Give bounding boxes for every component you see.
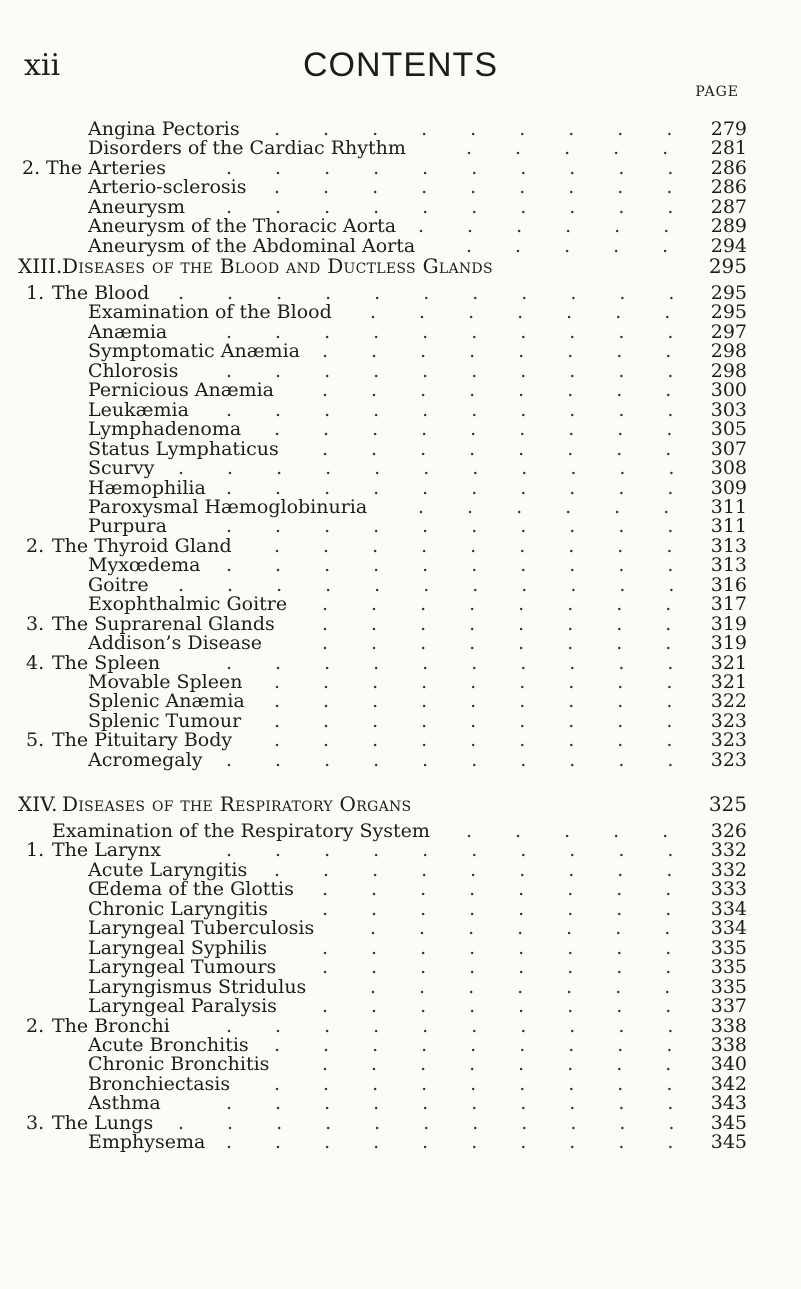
entry-page: 345 <box>710 1112 747 1134</box>
toc-entry <box>0 878 801 900</box>
dot-leader: ........ <box>322 593 715 615</box>
dot-leader: ....... <box>370 301 714 323</box>
entry-page: 294 <box>710 235 747 257</box>
entry-title: Chronic Bronchitis <box>88 1053 270 1075</box>
chapter-number: XIV. <box>18 792 58 816</box>
dot-leader: ........ <box>322 898 715 920</box>
entry-number: 5. <box>26 729 45 751</box>
entry-number: 4. <box>26 652 45 674</box>
chapter-title: Diseases of the Respiratory Organs <box>62 792 412 816</box>
entry-title: Leukæmia <box>88 399 189 421</box>
page-column-label: PAGE <box>695 84 739 100</box>
dot-leader: ....... <box>370 917 714 939</box>
toc-entry <box>0 995 801 1017</box>
dot-leader: .......... <box>226 477 717 499</box>
entry-number: 1. <box>26 282 45 304</box>
entry-page: 323 <box>710 710 747 732</box>
dot-leader: ..... <box>466 235 712 257</box>
dot-leader: ...... <box>418 215 713 237</box>
toc-entry <box>0 1131 801 1153</box>
toc-entry <box>0 690 801 712</box>
toc-entry <box>0 301 801 323</box>
entry-page: 335 <box>710 937 747 959</box>
toc-entry <box>0 554 801 576</box>
entry-title: Œdema of the Glottis <box>88 878 294 900</box>
dot-leader: .......... <box>226 554 717 576</box>
dot-leader: ........... <box>178 457 718 479</box>
dot-leader: ........ <box>322 632 715 654</box>
entry-title: Laryngeal Tumours <box>88 956 277 978</box>
entry-page: 298 <box>710 360 747 382</box>
dot-leader: ........ <box>322 340 715 362</box>
toc-entry <box>0 1053 801 1075</box>
entry-page: 326 <box>710 820 747 842</box>
entry-page: 307 <box>710 438 747 460</box>
toc-entry <box>0 956 801 978</box>
entry-page: 337 <box>710 995 747 1017</box>
dot-leader: .......... <box>226 360 717 382</box>
entry-title: Splenic Tumour <box>88 710 242 732</box>
dot-leader: ......... <box>274 859 716 881</box>
entry-title: Myxœdema <box>88 554 201 576</box>
entry-title: Laryngeal Syphilis <box>88 937 267 959</box>
entry-page: 334 <box>710 898 747 920</box>
page-number: xii <box>24 48 61 83</box>
entry-page: 309 <box>710 477 747 499</box>
running-title: CONTENTS <box>303 46 498 84</box>
dot-leader: ......... <box>274 671 716 693</box>
toc-entry <box>0 340 801 362</box>
entry-title: Aneurysm of the Abdominal Aorta <box>88 235 416 257</box>
entry-page: 316 <box>710 574 747 596</box>
entry-title: Anæmia <box>88 321 168 343</box>
entry-title: Pernicious Anæmia <box>88 379 274 401</box>
entry-page: 281 <box>710 137 747 159</box>
chapter-number: XIII. <box>18 254 63 278</box>
entry-page: 295 <box>710 282 747 304</box>
entry-page: 297 <box>710 321 747 343</box>
entry-page: 335 <box>710 956 747 978</box>
entry-page: 335 <box>710 976 747 998</box>
dot-leader: .......... <box>226 1015 717 1037</box>
entry-page: 332 <box>710 839 747 861</box>
entry-title: Status Lymphaticus <box>88 438 279 460</box>
dot-leader: .......... <box>226 321 717 343</box>
toc-entry <box>0 917 801 939</box>
chapter-page: 325 <box>708 792 747 816</box>
dot-leader: ........ <box>322 1053 715 1075</box>
dot-leader: ........... <box>178 282 718 304</box>
chapter-heading <box>0 792 801 814</box>
toc-entry <box>0 839 801 861</box>
entry-page: 313 <box>710 554 747 576</box>
chapter-page: 295 <box>708 254 747 278</box>
entry-title: Bronchiectasis <box>88 1073 231 1095</box>
entry-title: Laryngeal Tuberculosis <box>88 917 315 939</box>
dot-leader: ......... <box>274 118 716 140</box>
entry-number: 1. <box>26 839 45 861</box>
dot-leader: ......... <box>274 1034 716 1056</box>
entry-page: 342 <box>710 1073 747 1095</box>
dot-leader: ..... <box>466 820 712 842</box>
dot-leader: ........ <box>322 995 715 1017</box>
entry-title: Exophthalmic Goitre <box>88 593 288 615</box>
entry-number: 2. <box>22 157 41 179</box>
entry-title: Hæmophilia <box>88 477 206 499</box>
entry-title: The Spleen <box>52 652 161 674</box>
dot-leader: .......... <box>226 1131 717 1153</box>
entry-page: 286 <box>710 157 747 179</box>
entry-title: Purpura <box>88 515 167 537</box>
entry-page: 295 <box>710 301 747 323</box>
entry-title: Goitre <box>88 574 149 596</box>
entry-number: 3. <box>26 1112 45 1134</box>
dot-leader: .......... <box>226 157 717 179</box>
entry-page: 338 <box>710 1015 747 1037</box>
entry-page: 300 <box>710 379 747 401</box>
chapter-heading <box>0 254 801 276</box>
entry-page: 311 <box>710 496 747 518</box>
entry-title: Addison’s Disease <box>88 632 263 654</box>
dot-leader: ........ <box>322 613 715 635</box>
entry-title: The Thyroid Gland <box>52 535 232 557</box>
dot-leader: ........ <box>322 438 715 460</box>
dot-leader: .......... <box>226 196 717 218</box>
toc-entry <box>0 215 801 237</box>
dot-leader: ....... <box>370 976 714 998</box>
entry-title: Arterio-sclerosis <box>88 176 247 198</box>
page-header <box>0 46 801 86</box>
entry-page: 319 <box>710 613 747 635</box>
entry-page: 322 <box>710 690 747 712</box>
toc-entry <box>0 729 801 751</box>
dot-leader: .......... <box>226 839 717 861</box>
dot-leader: ........ <box>322 937 715 959</box>
entry-number: 3. <box>26 613 45 635</box>
entry-title: Examination of the Blood <box>88 301 332 323</box>
entry-number: 2. <box>26 1015 45 1037</box>
dot-leader: ......... <box>274 535 716 557</box>
entry-title: Lymphadenoma <box>88 418 242 440</box>
entry-page: 289 <box>710 215 747 237</box>
toc-entry <box>0 379 801 401</box>
entry-page: 286 <box>710 176 747 198</box>
entry-title: The Pituitary Body <box>52 729 233 751</box>
entry-title: The Blood <box>52 282 150 304</box>
dot-leader: .......... <box>226 749 717 771</box>
entry-title: Acromegaly <box>88 749 203 771</box>
entry-title: The Lungs <box>52 1112 154 1134</box>
entry-page: 333 <box>710 878 747 900</box>
dot-leader: ......... <box>274 418 716 440</box>
entry-page: 319 <box>710 632 747 654</box>
dot-leader: ..... <box>466 137 712 159</box>
entry-number: 2. <box>26 535 45 557</box>
entry-page: 343 <box>710 1092 747 1114</box>
toc-entry <box>0 632 801 654</box>
dot-leader: ........... <box>178 1112 718 1134</box>
entry-title: Aneurysm of the Thoracic Aorta <box>88 215 397 237</box>
dot-leader: ......... <box>274 1073 716 1095</box>
dot-leader: .......... <box>226 399 717 421</box>
toc-entry <box>0 515 801 537</box>
toc-entry <box>0 176 801 198</box>
entry-title: Chronic Laryngitis <box>88 898 268 920</box>
entry-page: 317 <box>710 593 747 615</box>
entry-page: 332 <box>710 859 747 881</box>
entry-title: Acute Bronchitis <box>88 1034 249 1056</box>
entry-page: 334 <box>710 917 747 939</box>
entry-page: 311 <box>710 515 747 537</box>
entry-title: The Arteries <box>46 157 167 179</box>
dot-leader: ........ <box>322 878 715 900</box>
toc-entry <box>0 593 801 615</box>
chapter-title: Diseases of the Blood and Ductless Glands <box>62 254 493 278</box>
entry-title: Chlorosis <box>88 360 179 382</box>
entry-title: Examination of the Respiratory System <box>52 820 430 842</box>
entry-page: 298 <box>710 340 747 362</box>
entry-title: Emphysema <box>88 1131 206 1153</box>
entry-page: 279 <box>710 118 747 140</box>
dot-leader: ...... <box>418 496 713 518</box>
dot-leader: .......... <box>226 515 717 537</box>
entry-page: 321 <box>710 652 747 674</box>
entry-title: Paroxysmal Hæmoglobinuria <box>88 496 368 518</box>
entry-title: Angina Pectoris <box>88 118 240 140</box>
entry-page: 303 <box>710 399 747 421</box>
entry-title: Laryngeal Paralysis <box>88 995 277 1017</box>
dot-leader: ........ <box>322 379 715 401</box>
entry-title: Scurvy <box>88 457 155 479</box>
toc-entry <box>0 749 801 771</box>
toc-entry <box>0 137 801 159</box>
dot-leader: ......... <box>274 176 716 198</box>
entry-page: 338 <box>710 1034 747 1056</box>
entry-title: Splenic Anæmia <box>88 690 245 712</box>
dot-leader: .......... <box>226 652 717 674</box>
entry-page: 313 <box>710 535 747 557</box>
entry-page: 287 <box>710 196 747 218</box>
dot-leader: ......... <box>274 710 716 732</box>
entry-title: The Larynx <box>52 839 161 861</box>
dot-leader: ........ <box>322 956 715 978</box>
entry-page: 308 <box>710 457 747 479</box>
entry-title: Movable Spleen <box>88 671 243 693</box>
entry-page: 323 <box>710 749 747 771</box>
dot-leader: ......... <box>274 729 716 751</box>
toc-entry <box>0 1092 801 1114</box>
entry-title: The Bronchi <box>52 1015 170 1037</box>
entry-title: Aneurysm <box>88 196 186 218</box>
entry-page: 305 <box>710 418 747 440</box>
entry-page: 345 <box>710 1131 747 1153</box>
entry-page: 321 <box>710 671 747 693</box>
entry-title: Laryngismus Stridulus <box>88 976 307 998</box>
dot-leader: ......... <box>274 690 716 712</box>
toc-entry <box>0 418 801 440</box>
entry-title: Symptomatic Anæmia <box>88 340 300 362</box>
entry-page: 340 <box>710 1053 747 1075</box>
entry-title: Disorders of the Cardiac Rhythm <box>88 137 406 159</box>
entry-page: 323 <box>710 729 747 751</box>
entry-title: Acute Laryngitis <box>88 859 248 881</box>
dot-leader: .......... <box>226 1092 717 1114</box>
dot-leader: ........... <box>178 574 718 596</box>
entry-title: Asthma <box>88 1092 161 1114</box>
toc-entry <box>0 457 801 479</box>
entry-title: The Suprarenal Glands <box>52 613 275 635</box>
